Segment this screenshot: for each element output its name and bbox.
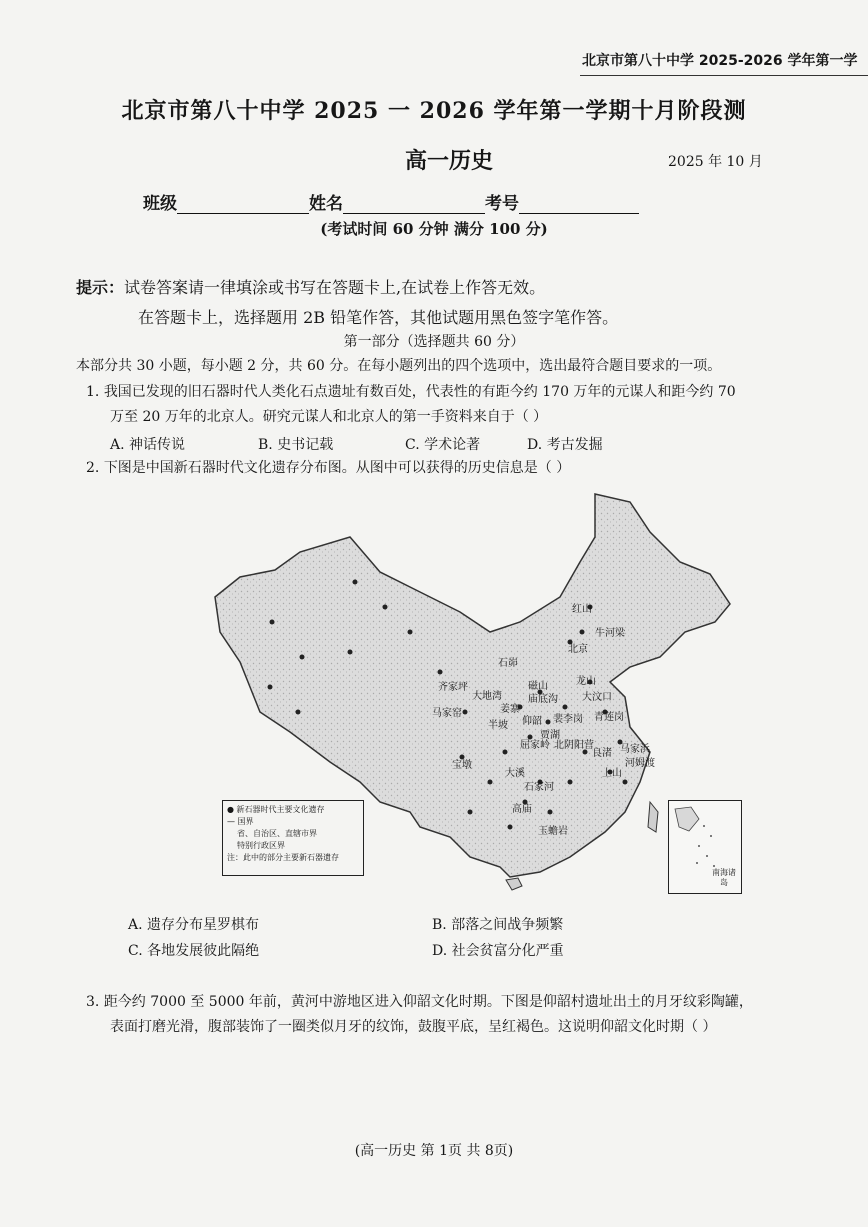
site-label: 良渚 xyxy=(592,748,612,759)
option-a[interactable]: A. 神话传说 xyxy=(110,437,186,453)
site-label: 大汶口 xyxy=(582,692,612,703)
question-stem-line: 距今约 7000 至 5000 年前，黄河中游地区进入仰韶文化时期。下图是仰韶村遗址出土的月牙纹彩陶罐， xyxy=(103,994,753,1010)
question-stem-line: 我国已发现的旧石器时代人类化石点遗址有数百处，代表性的有距今约 170 万年的元谋人和距今约 70 xyxy=(103,384,736,400)
question-number: 3. xyxy=(86,994,100,1010)
site-label: 龙山 xyxy=(576,676,596,687)
question-stem-line: 表面打磨光滑，腹部装饰了一圈类似月牙的纹饰，鼓腹平底，呈红褐色。这说明仰韶文化时期（ ） xyxy=(110,1019,717,1035)
tip-line-2: 在答题卡上，选择题用 2B 铅笔作答，其他试题用黑色签字笔作答。 xyxy=(138,308,619,327)
name-field[interactable] xyxy=(343,195,485,214)
question-2 xyxy=(86,456,570,481)
class-field[interactable] xyxy=(177,195,309,214)
id-label: 考号 xyxy=(485,194,519,214)
page-footer: (高一历史 第 1页 共 8页) xyxy=(354,1143,514,1159)
site-label: 半坡 xyxy=(488,720,508,731)
site-label: 贾湖 xyxy=(540,730,560,741)
site-label: 玉蟾岩 xyxy=(538,826,568,837)
map-legend xyxy=(222,800,364,876)
site-label: 宝墩 xyxy=(452,760,472,771)
question-1 xyxy=(86,380,856,430)
site-label: 马家窑 xyxy=(432,708,462,719)
site-label: 庙底沟 xyxy=(528,694,558,705)
legend-text: 特别行政区界 xyxy=(237,841,285,850)
exam-info: (考试时间 60 分钟 满分 100 分) xyxy=(320,220,548,238)
tip-label: 提示： xyxy=(76,278,125,297)
site-label: 北京 xyxy=(568,644,588,655)
option-d[interactable]: D. 社会贫富分化严重 xyxy=(432,943,564,959)
legend-entry-border: — 国界 xyxy=(227,817,254,826)
site-label: 齐家坪 xyxy=(438,682,468,693)
subject-title: 高一历史 xyxy=(405,148,494,174)
option-b[interactable]: B. 部落之间战争频繁 xyxy=(432,917,564,933)
site-label: 河姆渡 xyxy=(625,758,655,769)
header-divider xyxy=(580,75,868,76)
inset-label: 南海诸岛 xyxy=(712,868,736,887)
site-label: 屈家岭 xyxy=(520,740,550,751)
exam-date: 2025 年 10 月 xyxy=(668,154,763,170)
question-stem-line: 下图是中国新石器时代文化遗存分布图。从图中可以获得的历史信息是（ ） xyxy=(103,460,571,476)
question-3 xyxy=(86,990,862,1040)
legend-entry-sites: ● 新石器时代主要文化遗存 xyxy=(227,805,325,814)
option-c[interactable]: C. 各地发展彼此隔绝 xyxy=(128,943,260,959)
site-label: 仰韶 xyxy=(522,716,542,727)
name-label: 姓名 xyxy=(309,194,343,214)
legend-text: 国界 xyxy=(237,817,254,826)
site-label: 高庙 xyxy=(512,804,532,815)
option-b[interactable]: B. 史书记载 xyxy=(258,437,334,453)
id-field[interactable] xyxy=(519,195,639,214)
legend-text: 新石器时代主要文化遗存 xyxy=(236,805,325,814)
student-info-row xyxy=(143,189,639,214)
site-label: 大溪 xyxy=(505,768,525,779)
site-label: 石家河 xyxy=(524,782,554,793)
hainan-island xyxy=(506,878,522,890)
site-label: 姜寨 xyxy=(500,704,520,715)
question-stem-line: 万至 20 万年的北京人。研究元谋人和北京人的第一手资料来自于（ ） xyxy=(110,409,548,425)
site-label: 马家浜 xyxy=(620,744,650,755)
site-label: 牛河梁 xyxy=(595,628,625,639)
site-label: 大地湾 xyxy=(472,691,502,702)
section-description: 本部分共 30 小题，每小题 2 分，共 60 分。在每小题列出的四个选项中，选出最符合题目要求的一项。 xyxy=(76,358,722,374)
site-label: 红山 xyxy=(572,604,592,615)
header-tag: 北京市第八十中学 2025-2026 学年第一学 xyxy=(582,53,858,69)
section-heading: 第一部分（选择题共 60 分） xyxy=(343,334,525,350)
legend-note: 注：此中的部分主要新石器遗存 xyxy=(227,853,339,862)
question-number: 1. xyxy=(86,384,100,400)
site-label: 上山 xyxy=(602,768,622,779)
site-label: 青莲岗 xyxy=(594,712,624,723)
page-title: 北京市第八十中学 2025 一 2026 学年第一学期十月阶段测 xyxy=(121,98,747,124)
site-label: 裴李岗 xyxy=(553,714,583,725)
site-label: 北阴阳营 xyxy=(554,740,594,751)
taiwan-island xyxy=(648,802,658,832)
option-d[interactable]: D. 考古发掘 xyxy=(527,437,603,453)
option-a[interactable]: A. 遗存分布星罗棋布 xyxy=(128,917,260,933)
site-label: 磁山 xyxy=(528,681,548,692)
question-number: 2. xyxy=(86,460,100,476)
site-label: 石峁 xyxy=(498,658,518,669)
class-label: 班级 xyxy=(143,194,177,214)
legend-text: 省、自治区、直辖市界 xyxy=(237,829,317,838)
option-c[interactable]: C. 学术论著 xyxy=(405,437,481,453)
tip-text-1: 试卷答案请一律填涂或书写在答题卡上,在试卷上作答无效。 xyxy=(124,278,546,297)
tip-line-1 xyxy=(76,275,545,298)
